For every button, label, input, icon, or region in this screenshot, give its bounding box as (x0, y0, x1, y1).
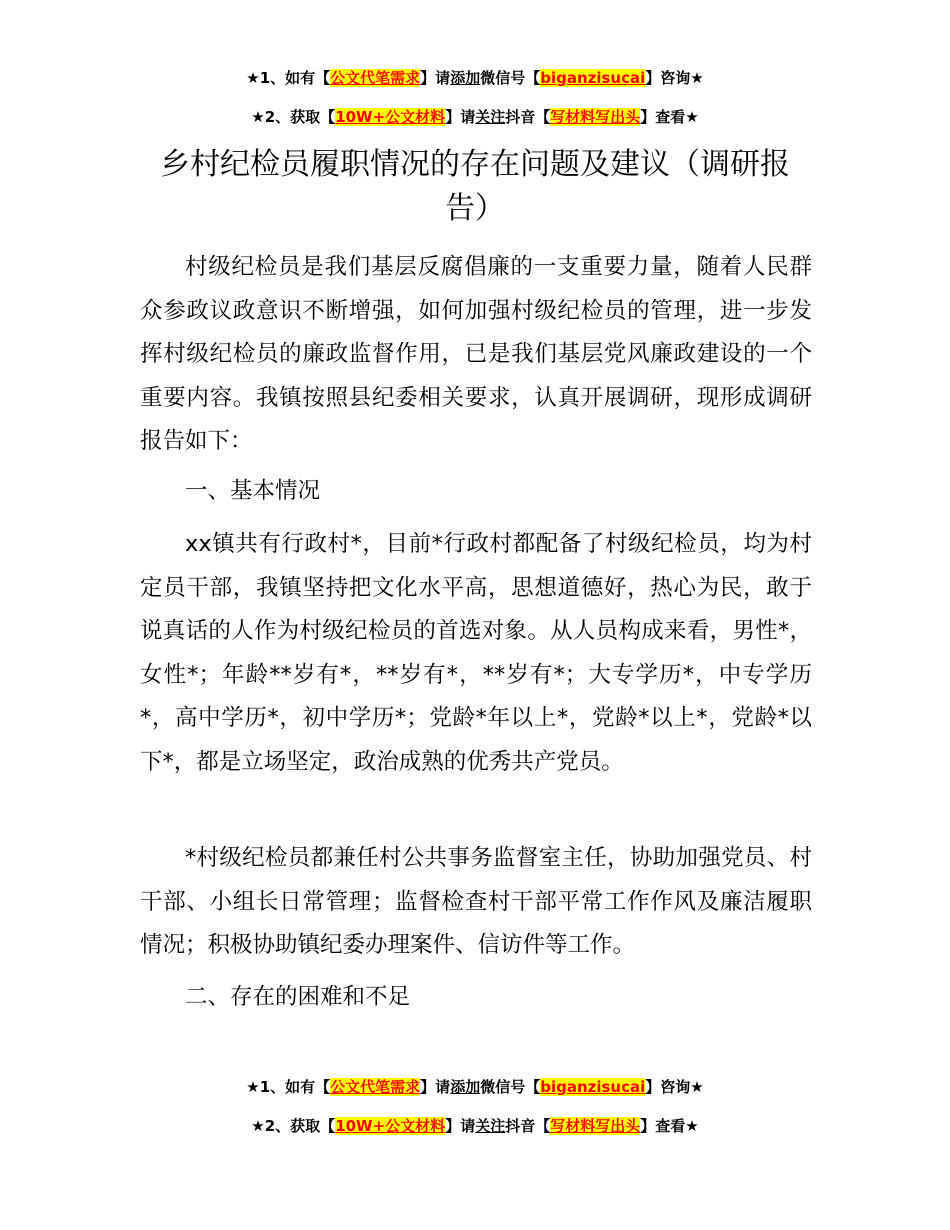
banner-text: 】请 (420, 1078, 451, 1096)
banner-text: 抖音【 (505, 108, 551, 126)
banner-text: ★1、如有【 (246, 69, 331, 87)
banner-emphasis: 添加 (450, 69, 481, 87)
banner-highlight: 写材料写出头 (550, 108, 641, 126)
banner-highlight: 写材料写出头 (550, 1117, 641, 1135)
paragraph-basic-situation: xx镇共有行政村*，目前*行政村都配备了村级纪检员，均为村定员干部，我镇坚持把文化水平高，思想道德好，热心为民，敢于说真话的人作为村级纪检员的首选对象。从人员构成来看，男性*，女性*；年龄**岁有*，**岁有*，**岁有*；大专学历*，中专学历*，高中学历*，初中学历*；党龄*年以上*，党龄*以上*，党龄*以下*，都是立场坚定，政治成熟的优秀共产党员。 (140, 531, 812, 775)
banner-text: 微信号【 (480, 69, 541, 87)
document-title: 乡村纪检员履职情况的存在问题及建议（调研报告） (160, 147, 790, 226)
banner-text: ★2、获取【 (251, 1117, 336, 1135)
banner-text: 】请 (420, 69, 451, 87)
banner-emphasis: 关注 (475, 108, 506, 126)
banner-emphasis: 关注 (475, 1117, 506, 1135)
banner-text: 】查看★ (640, 108, 699, 126)
header-banner-line-1 (0, 67, 950, 89)
banner-highlight: biganzisucai (540, 69, 646, 87)
banner-text: 微信号【 (480, 1078, 541, 1096)
banner-highlight: 10W+公文材料 (335, 1117, 446, 1135)
paragraph-intro: 村级纪检员是我们基层反腐倡廉的一支重要力量，随着人民群众参政议政意识不断增强，如何加强村级纪检员的管理，进一步发挥村级纪检员的廉政监督作用，已是我们基层党风廉政建设的一个重要内容。我镇按照县纪委相关要求，认真开展调研，现形成调研报告如下： (140, 254, 812, 454)
banner-text: 】咨询★ (645, 69, 704, 87)
banner-text: ★2、获取【 (251, 108, 336, 126)
footer-banner-line-1 (0, 1076, 950, 1098)
banner-text: 】请 (445, 108, 476, 126)
banner-emphasis: 添加 (450, 1078, 481, 1096)
banner-text: ★1、如有【 (246, 1078, 331, 1096)
banner-text: 】查看★ (640, 1117, 699, 1135)
footer-banner-line-2 (0, 1115, 950, 1137)
section-heading-basic-situation: 一、基本情况 (185, 478, 321, 504)
banner-highlight: 公文代笔需求 (330, 1078, 421, 1096)
banner-highlight: biganzisucai (540, 1078, 646, 1096)
banner-highlight: 10W+公文材料 (335, 108, 446, 126)
banner-text: 】请 (445, 1117, 476, 1135)
section-heading-difficulties: 二、存在的困难和不足 (185, 984, 411, 1010)
banner-text: 抖音【 (505, 1117, 551, 1135)
banner-highlight: 公文代笔需求 (330, 69, 421, 87)
banner-text: 】咨询★ (645, 1078, 704, 1096)
paragraph-duties: *村级纪检员都兼任村公共事务监督室主任，协助加强党员、村干部、小组长日常管理；监督检查村干部平常工作作风及廉洁履职情况；积极协助镇纪委办理案件、信访件等工作。 (140, 845, 812, 958)
header-banner-line-2 (0, 106, 950, 128)
